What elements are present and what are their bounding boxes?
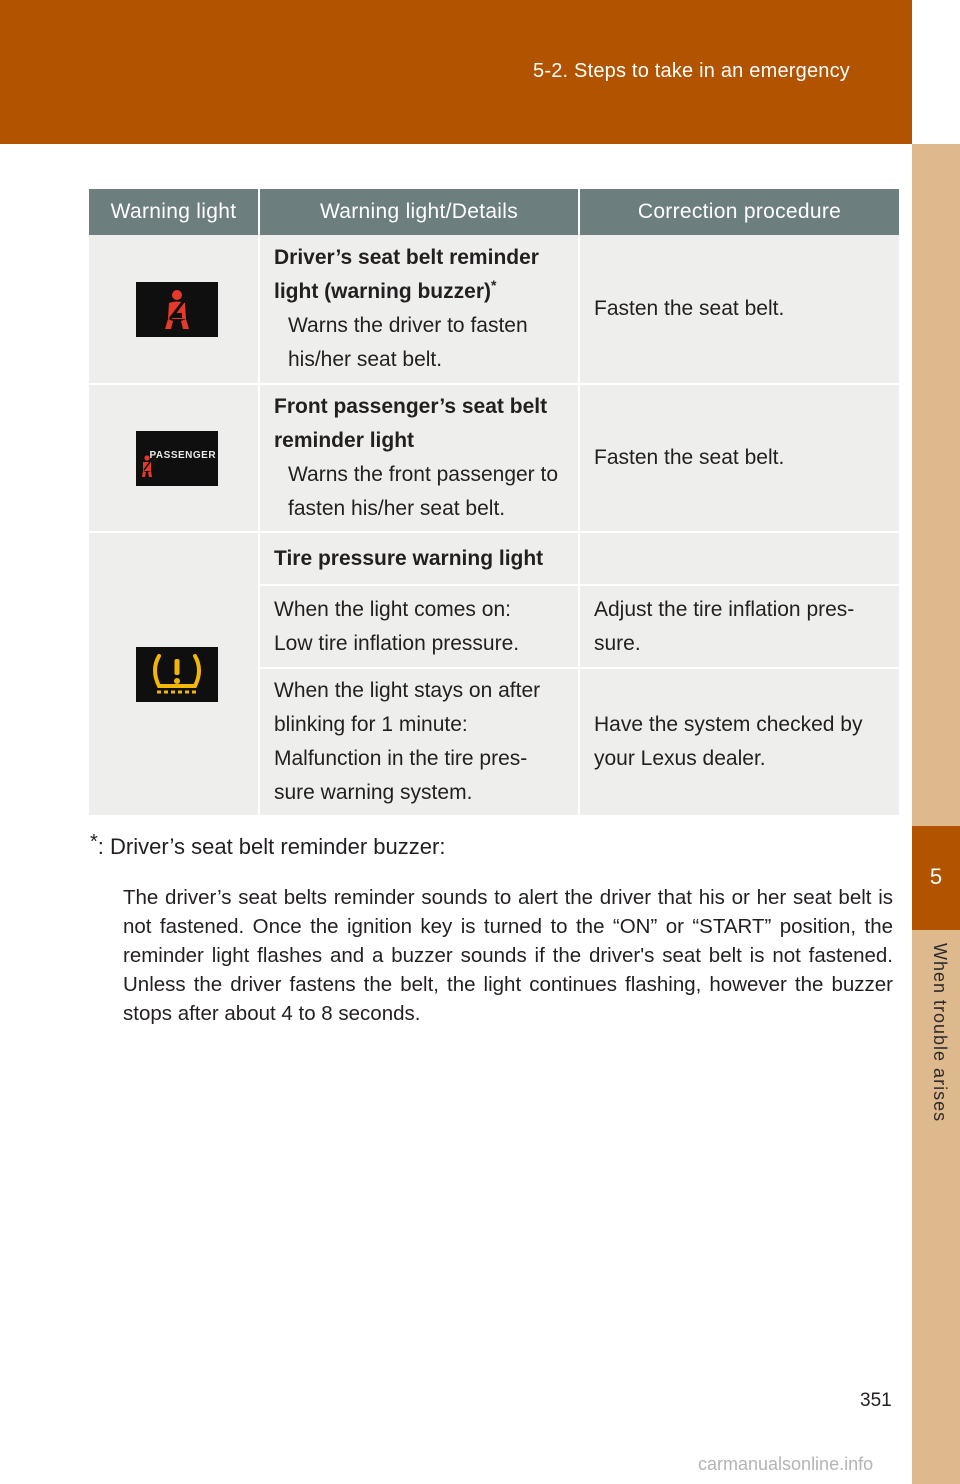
- footnote-mark: *: [90, 831, 98, 853]
- row-detail: Low tire inflation pressure.: [274, 631, 520, 655]
- row-correction: Adjust the tire inflation pres-: [594, 597, 855, 621]
- row-title: light (warning buzzer): [274, 280, 491, 303]
- correction-cell: Fasten the seat belt.: [579, 235, 899, 384]
- chapter-label: When trouble arises: [930, 943, 950, 1123]
- icon-cell: [89, 532, 259, 816]
- row-title: Tire pressure warning light: [259, 532, 579, 585]
- section-title: 5-2. Steps to take in an emergency: [533, 60, 850, 82]
- passenger-icon-label: PASSENGER: [149, 449, 217, 461]
- detail-cell: [259, 384, 579, 532]
- page-number: 351: [860, 1390, 892, 1411]
- row-detail: When the light stays on after: [274, 679, 541, 702]
- seat-belt-warning-icon: [136, 282, 218, 337]
- correction-cell: Fasten the seat belt.: [579, 384, 899, 532]
- row-title: Driver’s seat belt reminder: [274, 246, 539, 269]
- watermark: carmanualsonline.info: [698, 1454, 874, 1474]
- correction-cell: [579, 532, 899, 585]
- correction-cell: [579, 668, 899, 816]
- table-row: [89, 384, 899, 532]
- side-tab: [912, 144, 960, 1484]
- icon-cell: [89, 384, 259, 532]
- correction-cell: [579, 585, 899, 668]
- row-detail: fasten his/her seat belt.: [288, 497, 506, 520]
- footnote-mark: *: [490, 277, 497, 293]
- column-header: Warning light/Details: [259, 189, 579, 235]
- row-correction: sure.: [594, 631, 641, 655]
- column-header: Correction procedure: [579, 189, 899, 235]
- detail-cell: [259, 585, 579, 668]
- table-row: [89, 235, 899, 384]
- warning-light-table: [89, 189, 899, 817]
- chapter-number: 5: [929, 864, 943, 889]
- footnote-title: : Driver’s seat belt reminder buzzer:: [97, 834, 446, 859]
- chapter-box: [912, 826, 960, 930]
- footnote-body: The driver’s seat belts reminder sounds to alert the driver that his or her seat belt is not fastened. Once the ignition key is turned to the “ON” or “START” position, the reminder light flashes and a buzzer sounds if the driver's seat belt is not fastened. Unless the driver fastens the belt, the light continues flashing, however the buzzer stops after about 4 to 8 seconds.: [123, 886, 893, 1025]
- row-detail: Malfunction in the tire pres-: [274, 747, 528, 770]
- row-title: Front passenger’s seat belt: [274, 395, 548, 418]
- footnote-heading: [90, 831, 446, 860]
- row-detail: blinking for 1 minute:: [274, 713, 468, 736]
- row-detail: sure warning system.: [274, 781, 473, 804]
- table-header-row: [89, 189, 899, 235]
- row-detail: his/her seat belt.: [288, 348, 443, 371]
- detail-cell: [259, 668, 579, 816]
- row-title: reminder light: [274, 429, 415, 452]
- row-detail: Warns the driver to fasten: [288, 314, 528, 337]
- row-detail: Warns the front passenger to: [288, 463, 559, 486]
- row-detail: When the light comes on:: [274, 597, 511, 621]
- header-bar: [0, 0, 912, 144]
- column-header: Warning light: [89, 189, 259, 235]
- row-correction: your Lexus dealer.: [594, 747, 766, 770]
- icon-cell: [89, 235, 259, 384]
- detail-cell: [259, 235, 579, 384]
- table-row: [89, 532, 899, 585]
- row-correction: Have the system checked by: [594, 713, 863, 736]
- tire-pressure-warning-icon: [136, 647, 218, 702]
- passenger-seat-belt-icon: [136, 431, 218, 486]
